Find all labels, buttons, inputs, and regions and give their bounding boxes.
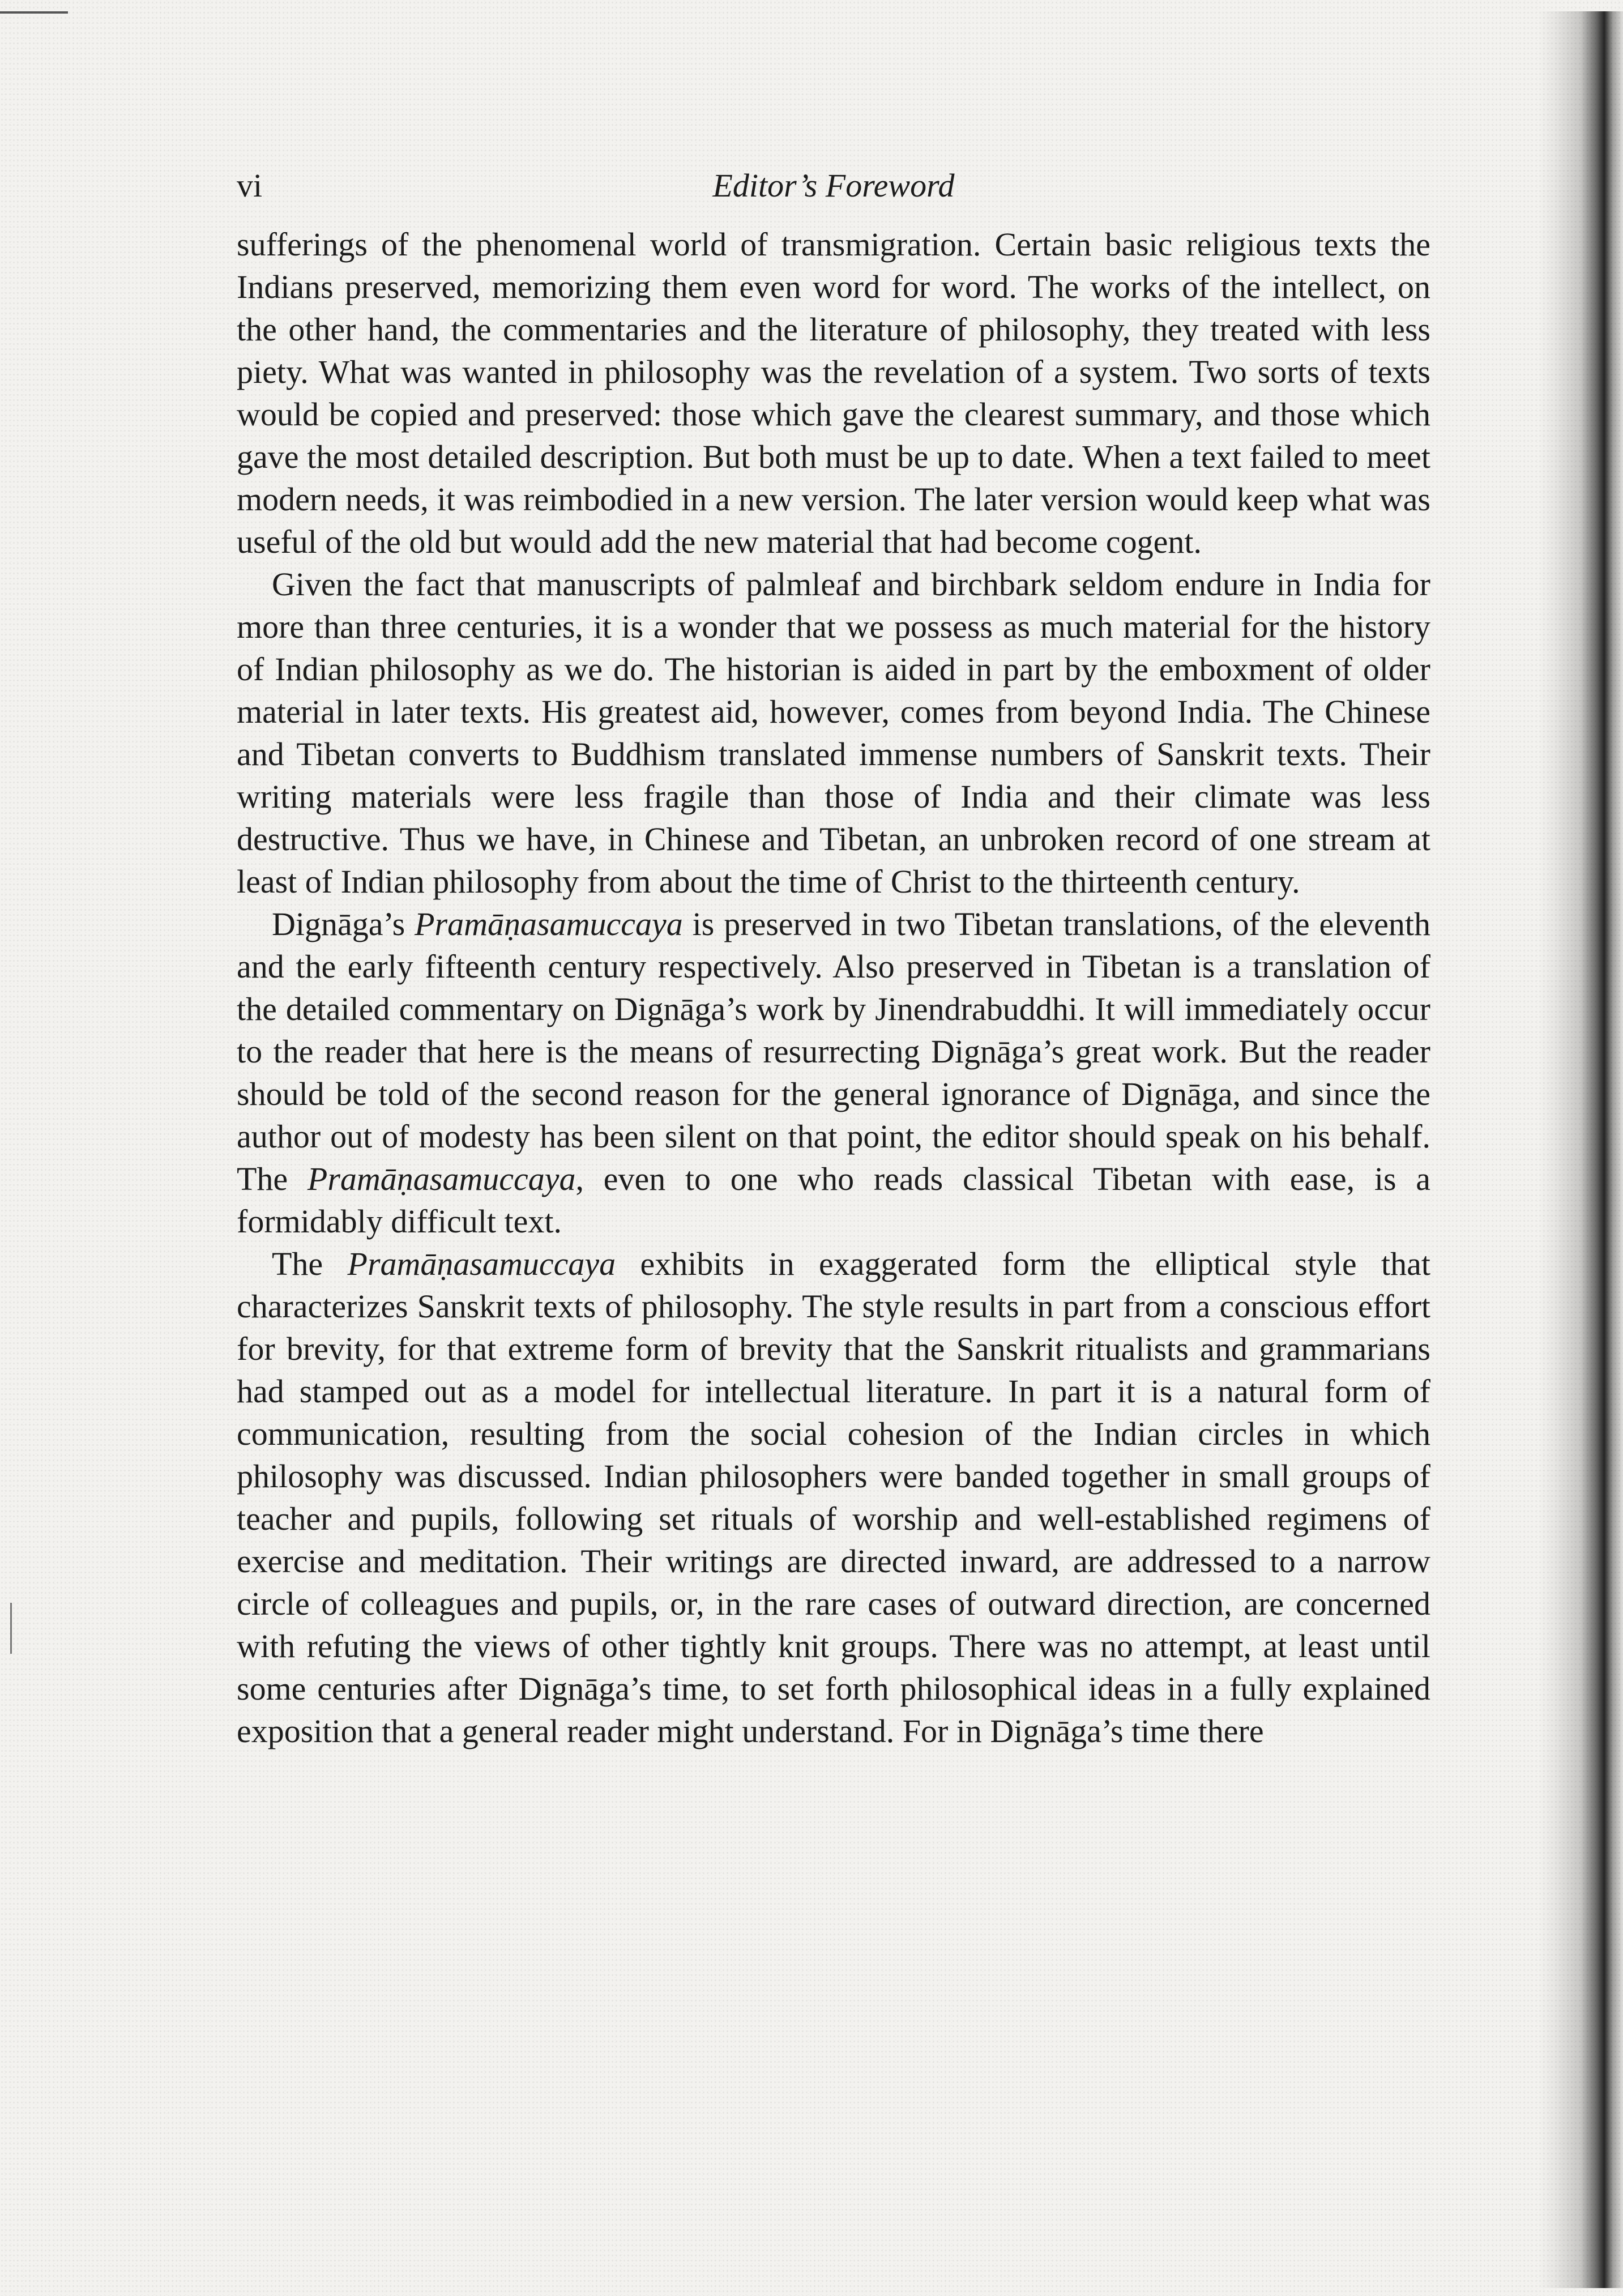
text-run: The [272,1245,348,1282]
paragraph [237,223,1430,563]
running-head-title: Editor’s Foreword [712,167,955,204]
text-run: sufferings of the phenomenal world of transmigration. Certain basic religious texts the Indians preserved, memorizing them even word for word. The works of the intellect, on the other hand, the commentaries and the literature of philosophy, they treated with less piety. What was wanted in philosophy was the revelation of a system. Two sorts of texts would be copied and preserved: those which gave the clearest summary, and those which gave the most detailed description. But both must be up to date. When a text failed to meet modern needs, it was reimbodied in a new version. The later version would keep what was useful of the old but would add the new material that had become cogent. [237,226,1430,560]
text-run: Dignāga’s [272,906,415,942]
book-title: Pramāṇasamuccaya [415,906,683,942]
paragraph [237,1243,1430,1752]
scan-edge-rule [0,11,68,14]
margin-mark [10,1603,12,1654]
text-run: Given the fact that manuscripts of palmleaf and birchbark seldom endure in India for more than three centuries, it is a wonder that we possess as much material for the history of Indian philosophy as we do. The historian is aided in part by the emboxment of older material in later texts. His greatest aid, however, comes from beyond India. The Chinese and Tibetan converts to Buddhism translated immense numbers of Sanskrit texts. Their writing materials were less fragile than those of India and their climate was less destructive. Thus we have, in Chinese and Tibetan, an unbroken record of one stream at least of Indian philosophy from about the time of Christ to the thirteenth century. [237,566,1430,900]
text-run: exhibits in exaggerated form the elliptical style that characterizes Sanskrit texts of philosophy. The style results in part from a conscious effort for brevity, for that extreme form of brevity that the Sanskrit ritualists and grammarians had stamped out as a model for intellectual literature. In part it is a natural form of communication, resulting from the social cohesion of the Indian circles in which philosophy was discussed. Indian philosophers were banded together in small groups of teacher and pupils, following set rituals of worship and well-established regimens of exercise and meditation. Their writings are directed inward, are addressed to a narrow circle of colleagues and pupils, or, in the rare cases of outward direction, are concerned with refuting the views of other tightly knit groups. There was no attempt, at least until some centuries after Dignāga’s time, to set forth philosophical ideas in a fully explained exposition that a general reader might understand. For in Dignāga’s time there [237,1245,1431,1749]
body-text [237,223,1430,1752]
book-title: Pramāṇasamuccaya [347,1245,616,1282]
paragraph [237,563,1430,903]
running-head [237,163,1430,208]
page-number: vi [237,167,263,204]
text-run: is preserved in two Tibetan translations, of the eleventh and the early fifteenth century respectively. Also preserved in Tibetan is a translation of the detailed commentary on Dignāga’s work by Jinendrabuddhi. It will immediately occur to the reader that here is the means of resurrecting Dignāga’s great work. But the reader should be told of the second reason for the general ignorance of Dignāga, and since the author out of modesty has been silent on that point, the editor should speak on his behalf. The [237,906,1430,1197]
paragraph [237,903,1430,1243]
text-run: , even to one who reads classical Tibetan with ease, is a formidably difficult text. [237,1160,1430,1240]
binding-shadow [1538,11,1623,2288]
book-title: Pramāṇasamuccaya [307,1160,576,1197]
